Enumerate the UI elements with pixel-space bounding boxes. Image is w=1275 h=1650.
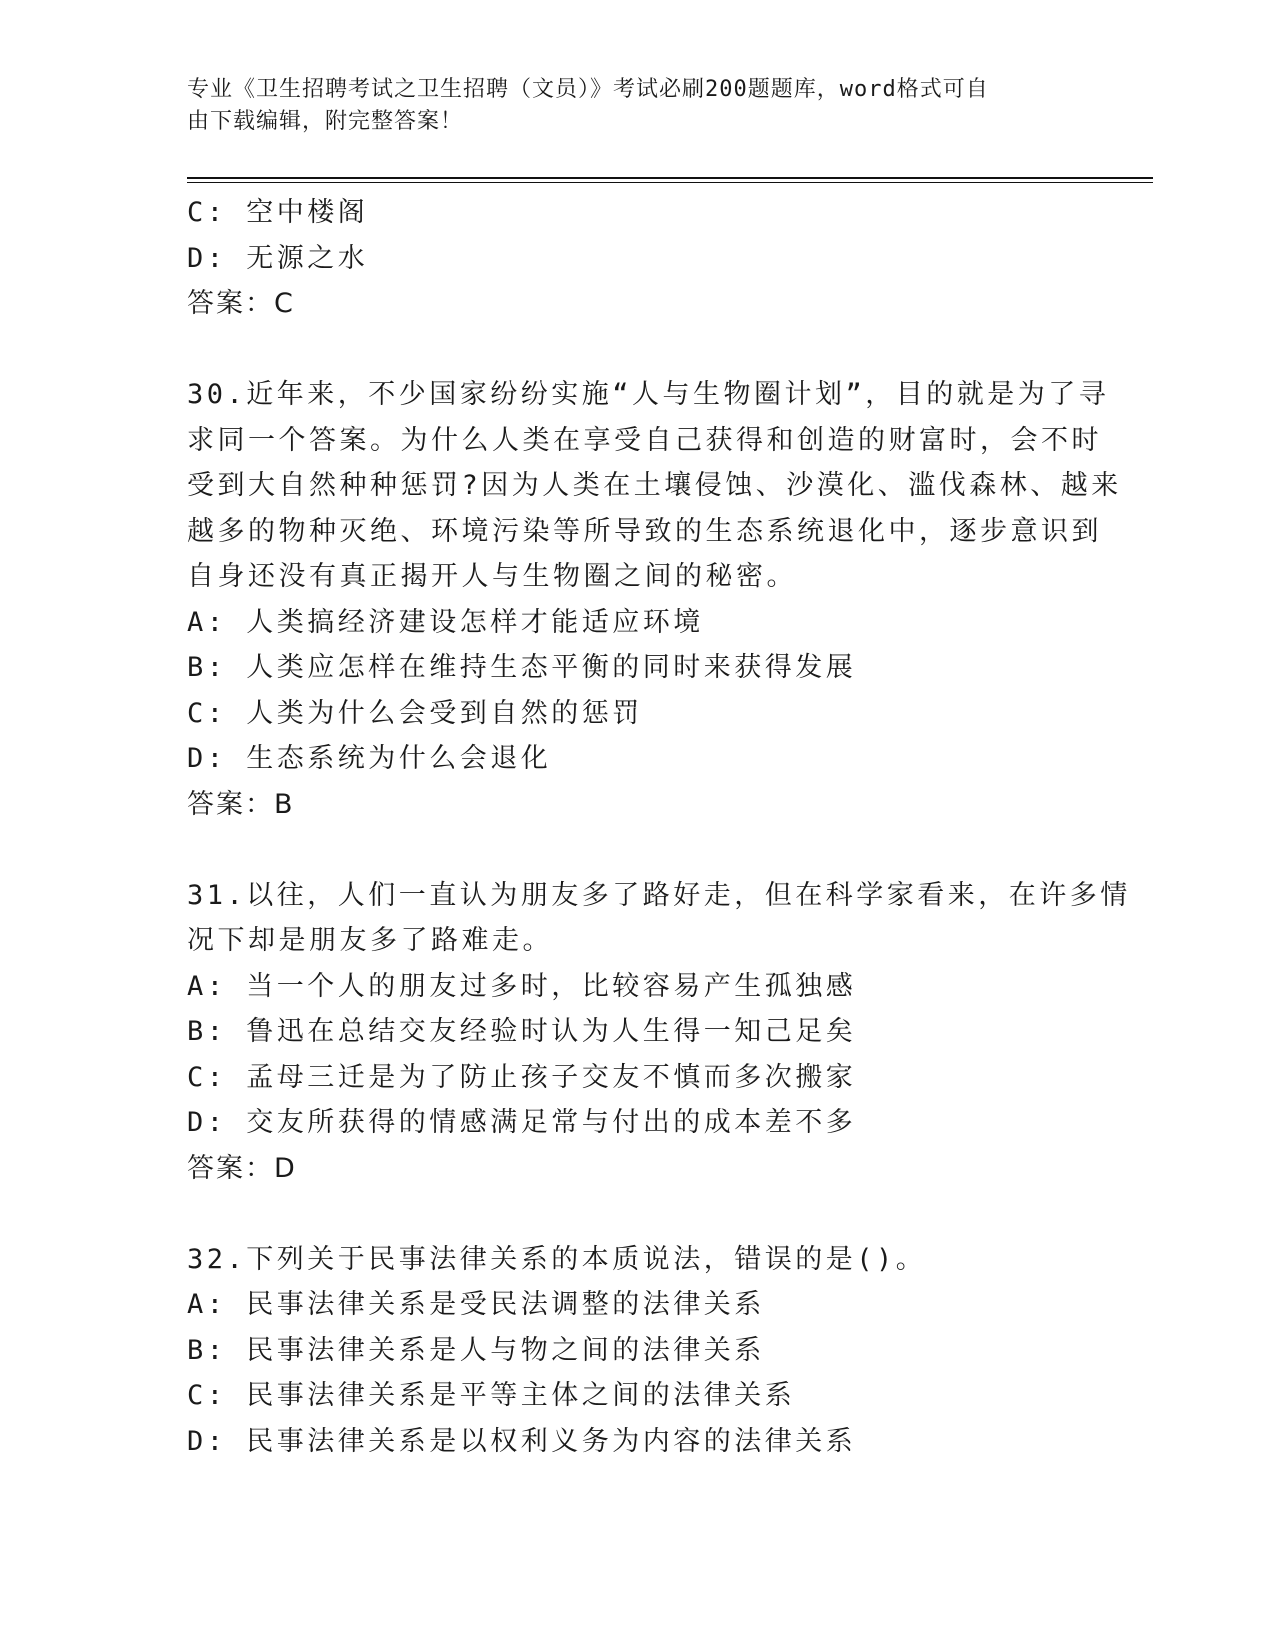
question-stem-line: 32.下列关于民事法律关系的本质说法，错误的是()。 bbox=[187, 1243, 927, 1275]
question-30 bbox=[187, 372, 1122, 827]
question-stem-line: 受到大自然种种惩罚?因为人类在土壤侵蚀、沙漠化、滥伐森林、越来 bbox=[187, 470, 1122, 501]
header-rule-thick bbox=[187, 177, 1153, 179]
question-29-tail bbox=[187, 190, 1087, 327]
option-b: B: 鲁迅在总结交友经验时认为人生得一知己足矣 bbox=[187, 1016, 857, 1047]
option-d: D: 交友所获得的情感满足常与付出的成本差不多 bbox=[187, 1107, 857, 1138]
header-rule-thin bbox=[187, 182, 1153, 183]
header-line-2: 由下载编辑，附完整答案！ bbox=[187, 109, 464, 134]
option-d: D: 民事法律关系是以权利义务为内容的法律关系 bbox=[187, 1425, 857, 1457]
option-b: B: 人类应怎样在维持生态平衡的同时来获得发展 bbox=[187, 652, 857, 683]
question-stem-line: 30.近年来，不少国家纷纷实施“人与生物圈计划”，目的就是为了寻 bbox=[187, 379, 1110, 410]
option-a: A: 当一个人的朋友过多时，比较容易产生孤独感 bbox=[187, 970, 857, 1002]
question-stem-line: 况下却是朋友多了路难走。 bbox=[187, 925, 553, 956]
question-stem-line: 31.以往，人们一直认为朋友多了路好走，但在科学家看来，在许多情 bbox=[187, 879, 1131, 911]
option-d: D: 生态系统为什么会退化 bbox=[187, 743, 552, 774]
question-stem-line: 求同一个答案。为什么人类在享受自己获得和创造的财富时，会不时 bbox=[187, 424, 1102, 456]
answer-line: 答案：C bbox=[187, 288, 295, 319]
spacer bbox=[187, 327, 1087, 373]
option-a: A: 人类搞经济建设怎样才能适应环境 bbox=[187, 606, 704, 638]
answer-line: 答案：D bbox=[187, 1152, 297, 1184]
question-32 bbox=[187, 1237, 1087, 1465]
spacer bbox=[187, 1191, 1087, 1237]
spacer bbox=[187, 827, 1087, 873]
option-c: C: 人类为什么会受到自然的惩罚 bbox=[187, 697, 643, 729]
option-c: C: 民事法律关系是平等主体之间的法律关系 bbox=[187, 1380, 796, 1411]
option-d: D: 无源之水 bbox=[187, 242, 369, 274]
answer-line: 答案：B bbox=[187, 788, 295, 820]
option-c: C: 孟母三迁是为了防止孩子交友不慎而多次搬家 bbox=[187, 1061, 857, 1093]
document-header bbox=[187, 74, 1087, 138]
question-content bbox=[187, 190, 1131, 1464]
question-stem-line: 越多的物种灭绝、环境污染等所导致的生态系统退化中，逐步意识到 bbox=[187, 515, 1102, 547]
header-line-1: 专业《卫生招聘考试之卫生招聘（文员）》考试必刷200题题库，word格式可自 bbox=[187, 77, 989, 102]
option-a: A: 民事法律关系是受民法调整的法律关系 bbox=[187, 1289, 765, 1320]
option-c: C: 空中楼阁 bbox=[187, 197, 369, 228]
option-b: B: 民事法律关系是人与物之间的法律关系 bbox=[187, 1334, 765, 1366]
question-31 bbox=[187, 873, 1131, 1192]
question-stem-line: 自身还没有真正揭开人与生物圈之间的秘密。 bbox=[187, 561, 797, 592]
